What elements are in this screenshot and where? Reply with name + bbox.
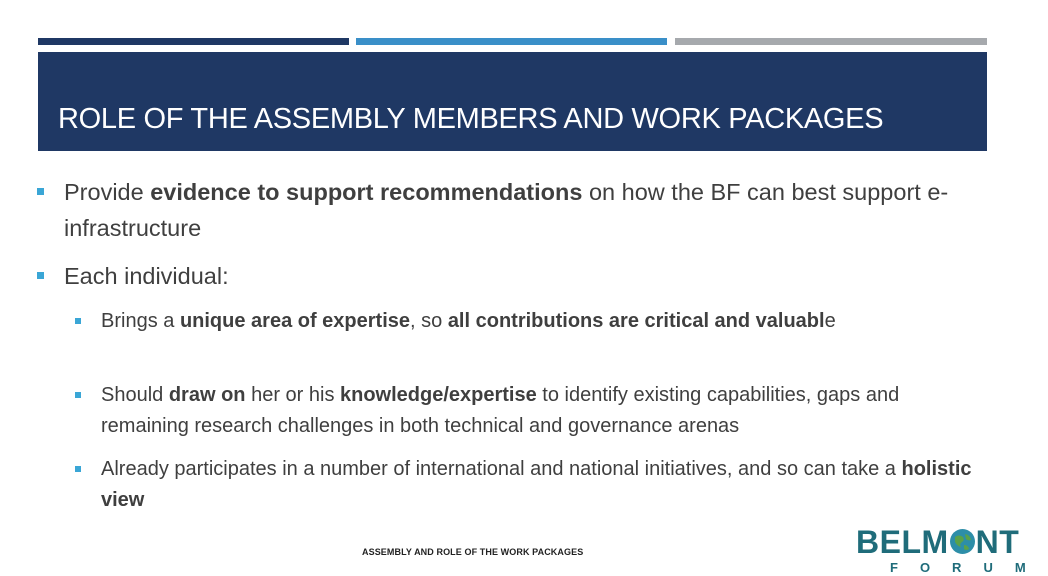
bullet-marker (75, 466, 81, 472)
logo-text-right: NT (975, 524, 1020, 560)
bullet-bold-text: unique area of expertise (179, 310, 411, 332)
bullet-item (64, 258, 964, 294)
bullet-marker (75, 318, 81, 324)
header-stripe-gray (675, 38, 987, 45)
bullet-text: Should (101, 384, 169, 406)
logo-text-left: BELM (856, 524, 949, 560)
header-stripe-navy (38, 38, 349, 45)
bullet-text: , so (410, 310, 448, 332)
bullet-text: Each individual: (64, 263, 229, 289)
globe-icon (949, 528, 976, 555)
bullet-text: on how the BF can best support e-infrastructure (64, 179, 949, 241)
belmont-forum-logo (852, 524, 1048, 576)
bullet-marker (37, 188, 44, 195)
sub-bullet-item (101, 306, 981, 337)
bullet-bold-text: holistic view (101, 458, 972, 511)
bullet-text: Provide (64, 179, 151, 205)
bullet-bold-text: knowledge/expertise (340, 384, 537, 406)
sub-bullet-item (101, 454, 981, 516)
bullet-text: to identify existing capabilities, gaps and remaining research challenges in both technical and governance arenas (101, 384, 900, 437)
bullet-text: Already participates in a number of international and national initiatives, and so can take a (101, 458, 902, 480)
bullet-bold-text: draw on (168, 384, 246, 406)
bullet-bold-text: evidence to support recommendations (150, 179, 583, 205)
bullet-marker (75, 392, 81, 398)
bullet-bold-text: all contributions are critical and valuabl (447, 310, 825, 332)
title-band (38, 52, 987, 151)
bullet-marker (37, 272, 44, 279)
bullet-text: e (824, 310, 836, 332)
sub-bullet-item (101, 380, 981, 442)
slide-title: ROLE OF THE ASSEMBLY MEMBERS AND WORK PACKAGES (58, 103, 884, 135)
header-stripe-blue (356, 38, 667, 45)
slide-footer: ASSEMBLY AND ROLE OF THE WORK PACKAGES (362, 547, 584, 557)
logo-wordmark (856, 524, 1019, 561)
bullet-item (64, 174, 964, 246)
bullet-text: her or his (245, 384, 340, 406)
bullet-text: Brings a (101, 310, 180, 332)
logo-subtext: FORUM (890, 560, 1048, 575)
